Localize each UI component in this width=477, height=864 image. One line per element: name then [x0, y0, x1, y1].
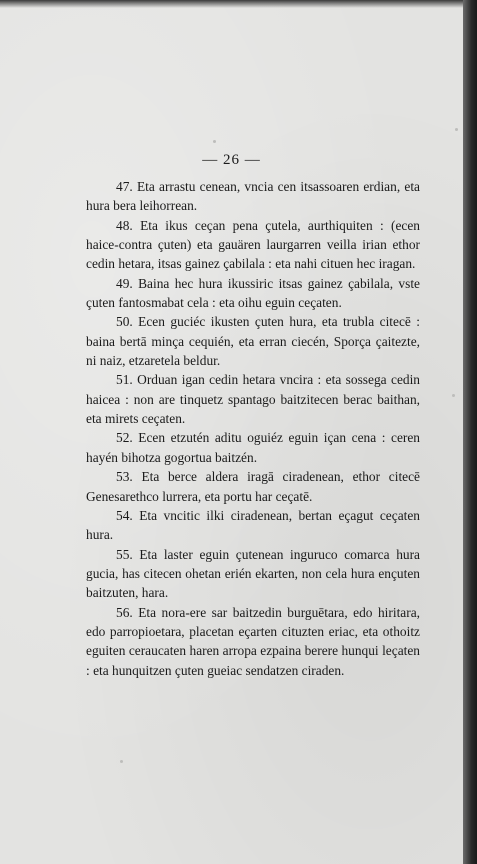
paper-speck: [120, 760, 123, 763]
verse-52: 52. Ecen etzutén aditu oguiéz eguin içan cena : ceren hayén bihotza gogortua baitzén.: [86, 430, 420, 465]
verse-53: 53. Eta berce aldera iragā ciradenean, ethor citecē Genesarethco lurrera, eta portu har ceçatē.: [86, 469, 420, 504]
verse-47: 47. Eta arrastu cenean, vncia cen itsassoaren erdian, eta hura bera leihorrean.: [86, 179, 420, 214]
verse-text-block: [86, 177, 420, 680]
verse-55: 55. Eta laster eguin çutenean inguruco comarca hura gucia, has citecen ohetan erién ekarten, non cela hura ençuten baitzuten, hara.: [86, 546, 420, 601]
verse-54: 54. Eta vncitic ilki ciradenean, bertan eçagut ceçaten hura.: [86, 507, 420, 543]
page-top-shadow: [0, 0, 463, 8]
verse-48: 48. Eta ikus ceçan pena çutela, aurthiquiten : (ecen haice-contra çuten) eta gauären laurgarren veilla irian ethor cedin hetara, itsas gainez çabilala : eta nahi cituen hec iragan.: [86, 217, 420, 272]
paper-speck: [455, 128, 458, 131]
paper-speck: [213, 140, 216, 143]
page-number: — 26 —: [202, 152, 261, 168]
verse-56: 56. Eta nora-ere sar baitzedin burguētara, edo hiritara, edo parropioetara, placetan eçarten cituzten eriac, eta othoitz eguiten ceraucaten haren arropa ezpaina berere hunqui leçaten : eta hunquitzen çuten gueiac sendatzen ciraden.: [86, 604, 420, 678]
verse-51: 51. Orduan igan cedin hetara vncira : eta sossega cedin haicea : non are tinquetz spantago baitzitecen berac baithan, eta mirets ceçaten.: [86, 372, 420, 427]
paper-speck: [452, 394, 455, 397]
book-binding-edge: [463, 0, 477, 864]
verse-49: 49. Baina hec hura ikussiric itsas gainez çabilala, vste çuten fantosmabat cela : eta oihu eguin ceçaten.: [86, 275, 420, 311]
verse-50: 50. Ecen guciéc ikusten çuten hura, eta trubla citecē : baina bertā minça cequién, eta erran ciecén, Sporça çaitezte, ni naiz, etzaretela beldur.: [86, 314, 420, 369]
